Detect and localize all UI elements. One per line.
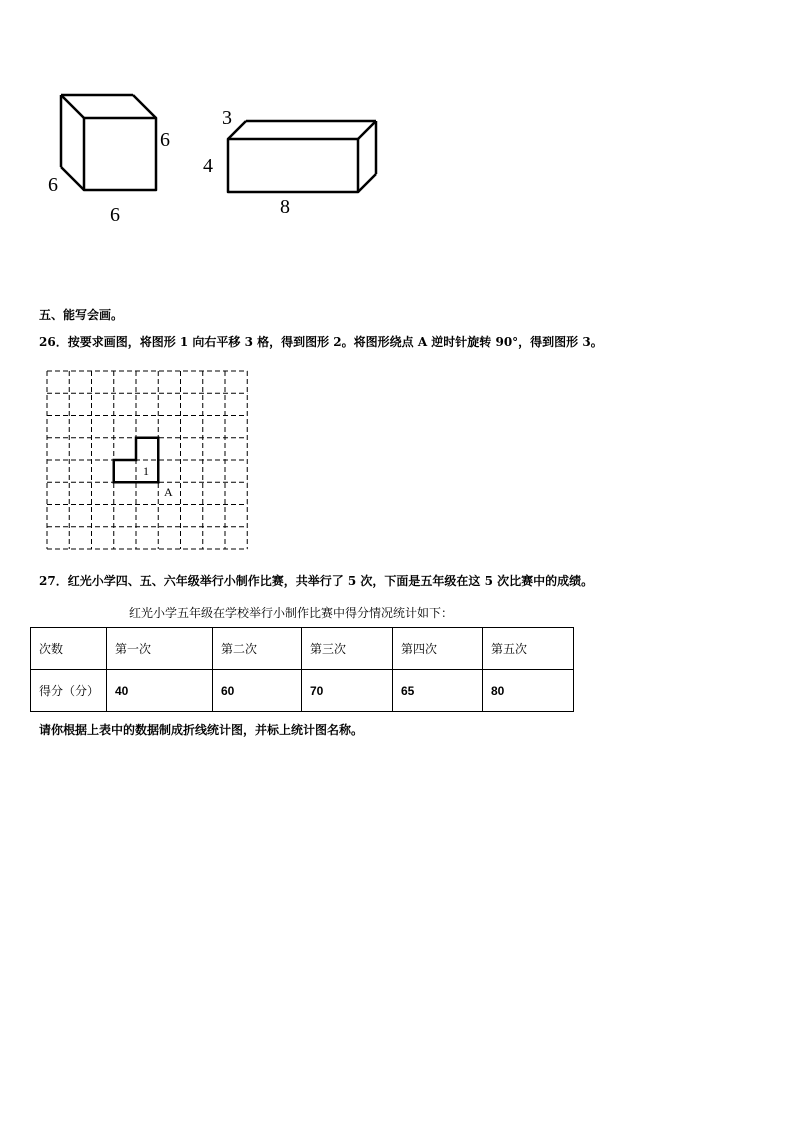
table-caption: 红光小学五年级在学校举行小制作比赛中得分情况统计如下：	[129, 606, 454, 620]
cuboid-height-label: 4	[203, 155, 213, 177]
table-cell: 65	[393, 670, 483, 712]
table-row	[31, 670, 574, 712]
table-cell: 第一次	[107, 628, 213, 670]
table-cell: 第二次	[213, 628, 302, 670]
point-a	[157, 481, 160, 484]
cuboid-figure	[228, 121, 376, 192]
table-header-row	[31, 628, 574, 670]
cuboid-depth-label: 3	[222, 107, 232, 129]
table-cell: 70	[302, 670, 393, 712]
cube-depth-label: 6	[48, 174, 58, 196]
table-cell: 第三次	[302, 628, 393, 670]
cube-height-label: 6	[160, 129, 170, 151]
table-cell: 第四次	[393, 628, 483, 670]
table-cell: 次数	[31, 628, 107, 670]
question-26-text: 26．按要求画图，将图形 1 向右平移 3 格，得到图形 2。将图形绕点 A 逆时针旋转 90°，得到图形 3。	[39, 335, 603, 349]
question-27-text: 27．红光小学四、五、六年级举行小制作比赛，共举行了 5 次，下面是五年级在这 5 次比赛中的成绩。	[39, 574, 594, 588]
table-cell: 60	[213, 670, 302, 712]
point-a-label: A	[164, 485, 173, 499]
shape-1-label: 1	[143, 464, 149, 478]
score-table	[30, 627, 574, 712]
table-cell: 80	[483, 670, 574, 712]
question-27-instruction: 请你根据上表中的数据制成折线统计图，并标上统计图名称。	[39, 723, 364, 737]
table-cell: 40	[107, 670, 213, 712]
table-cell: 得分（分）	[31, 670, 107, 712]
table-cell: 第五次	[483, 628, 574, 670]
drawing-grid[interactable]	[44, 368, 254, 552]
cube-width-label: 6	[110, 204, 120, 226]
cube-figure	[61, 95, 156, 190]
cuboid-length-label: 8	[280, 196, 290, 218]
section-title: 五、能写会画。	[39, 308, 124, 322]
